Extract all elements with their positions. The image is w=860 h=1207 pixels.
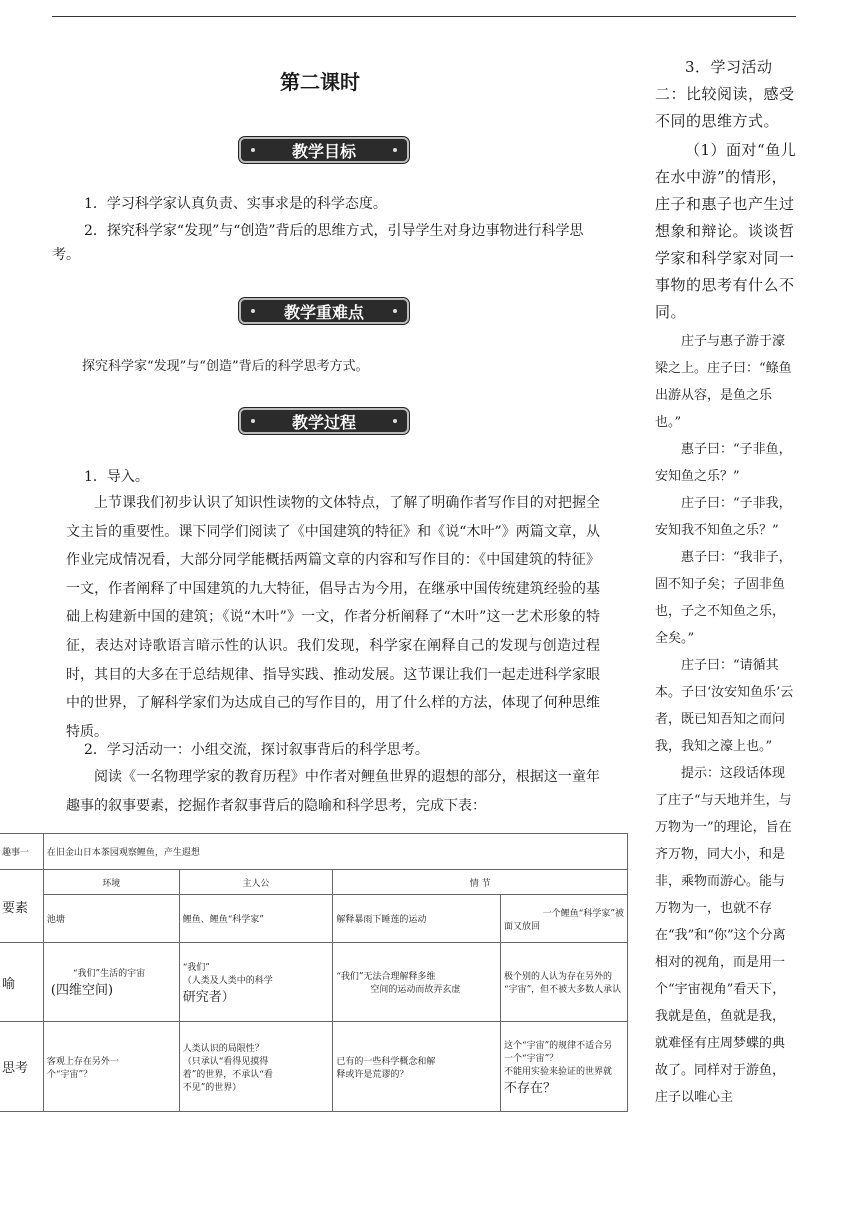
side-paragraph: 惠子曰：“子非鱼，安知鱼之乐？”	[655, 442, 792, 484]
table-cell: 鲤鱼、鲤鱼“科学家”	[179, 895, 333, 943]
table-cell	[500, 943, 627, 1022]
step1-heading: 1．导入。	[84, 469, 149, 485]
table-row	[0, 895, 628, 943]
table-cell: 趣事一	[0, 834, 43, 870]
table-cell: 池塘	[43, 895, 179, 943]
banner-dot-icon	[393, 419, 397, 423]
cell-line: 着”的世界，不承认“看	[182, 1069, 273, 1080]
section-banner-process	[239, 408, 409, 434]
table-cell	[333, 943, 501, 1022]
banner-dot-icon	[251, 419, 255, 423]
table-cell: 环境	[43, 870, 179, 895]
cell-line: “我们”	[182, 962, 210, 973]
cell-line: “我们”生活的宇宙	[72, 969, 146, 979]
section-banner-key	[239, 298, 409, 324]
banner-dot-icon	[393, 148, 397, 152]
step2-body: 阅读《一名物理学家的教育历程》中作者对鲤鱼世界的遐想的部分，根据这一童年趣事的叙事要素，挖掘作者叙事背后的隐喻和科学思考，完成下表：	[66, 769, 600, 814]
goal-2: 2．探究科学家“发现”与“创造”背后的思维方式，引导学生对身边事物进行科学思考。	[52, 223, 584, 263]
table-row	[0, 943, 628, 1022]
cell-line: 一个“宇宙”？	[503, 1053, 559, 1064]
cell-line: （人类及人类中的科学	[182, 975, 273, 986]
table-cell	[179, 943, 333, 1022]
analysis-table	[0, 833, 628, 1112]
page-title: 第二课时	[280, 70, 360, 94]
cell-line: (四维空间)	[50, 983, 114, 998]
table-cell	[333, 1022, 501, 1112]
side-paragraph: 3．学习活动二：比较阅读，感受不同的思维方式。	[655, 58, 795, 130]
cell-line: 不见”的世界）	[182, 1082, 242, 1093]
table-row	[0, 870, 628, 895]
cell-line: “宇宙”，但不被大多数人承认	[503, 985, 622, 995]
step2-heading: 2．学习活动一：小组交流，探讨叙事背后的科学思考。	[84, 742, 429, 758]
table-cell	[43, 943, 179, 1022]
cell-line: “我们”无法合理解释多维	[336, 972, 436, 982]
table-cell: 在旧金山日本茶园观察鲤鱼，产生遐想	[43, 834, 627, 870]
cell-line: 释或许是荒谬的？	[336, 1069, 409, 1080]
banner-label: 教学目标	[291, 141, 356, 161]
banner-dot-icon	[251, 148, 255, 152]
table-cell	[43, 1022, 179, 1112]
side-paragraph: 庄子与惠子游于濠梁之上。庄子曰：“鲦鱼出游从容，是鱼之乐也。”	[655, 334, 792, 430]
side-column	[655, 54, 797, 1111]
banner-label: 教学重难点	[283, 302, 364, 322]
table-cell: 解释暴雨下睡莲的运动	[333, 895, 501, 943]
cell-line: 不能用实验来验证的世界就	[503, 1066, 612, 1077]
side-paragraph: 提示：这段话体现了庄子“与天地并生，与万物为一”的理论，旨在齐万物，同大小，和是非，乘物而游心。能与万物为一，也就不存在“我”和“你”这个分离相对的视角，而是用一个“宇宙视角”看天下，我就是鱼，鱼就是我，就难怪有庄周梦蝶的典故了。同样对于游鱼，庄子以唯心主	[655, 766, 792, 1105]
table-cell	[500, 1022, 627, 1112]
step1-body: 上节课我们初步认识了知识性读物的文体特点，了解了明确作者写作目的对把握全文主旨的重要性。课下同学们阅读了《中国建筑的特征》和《说“木叶”》两篇文章，从作业完成情况看，大部分同学能概括两篇文章的内容和写作目的：《中国建筑的特征》一文，作者阐释了中国建筑的九大特征，倡导古为今用，在继承中国传统建筑经验的基础上构建新中国的建筑；《说“木叶”》一文，作者分析阐释了“木叶”这一艺术形象的特征，表达对诗歌语言暗示性的认识。我们发现，科学家在阐释自己的发现与创造过程时，其目的大多在于总结规律、指导实践、推动发展。这节课让我们一起走进科学家眼中的世界，了解科学家们为达成自己的写作目的，用了什么样的方法，体现了何种思维特质。	[66, 495, 600, 740]
table-cell: 要素	[0, 870, 43, 943]
table-cell	[179, 1022, 333, 1112]
banner-dot-icon	[393, 309, 397, 313]
cell-line: （只承认“看得见摸得	[182, 1056, 269, 1067]
table-row	[0, 834, 628, 870]
banner-label: 教学过程	[291, 412, 356, 432]
cell-line: 极个别的人认为存在另外的	[503, 972, 612, 982]
cell-line: 个“宇宙”？	[46, 1069, 93, 1080]
section-banner-goals	[239, 137, 409, 163]
banner-dot-icon	[251, 309, 255, 313]
side-paragraph: 庄子曰：“子非我，安知我不知鱼之乐？”	[655, 496, 792, 538]
key-point: 探究科学家“发现”与“创造”背后的科学思考方式。	[82, 359, 369, 374]
cell-line: 面又放回	[503, 921, 540, 932]
table-cell: 喻	[0, 943, 43, 1022]
goal-1: 1．学习科学家认真负责、实事求是的科学态度。	[84, 196, 387, 212]
table-cell: 思考	[0, 1022, 43, 1112]
cell-line: 空间的运动而故弄玄虚	[370, 985, 461, 995]
top-rule	[52, 16, 796, 17]
table-cell	[500, 895, 627, 943]
cell-line: 已有的一些科学概念和解	[336, 1056, 436, 1067]
cell-line: 人类认识的局限性？	[182, 1043, 264, 1054]
cell-line: 这个“宇宙”的规律不适合另	[503, 1040, 613, 1051]
side-paragraph: （1）面对“鱼儿在水中游”的情形，庄子和惠子也产生过想象和辩论。谈谈哲学家和科学家对同一事物的思考有什么不同。	[655, 141, 797, 321]
table-row	[0, 1022, 628, 1112]
cell-line: 一个鲤鱼“科学家”被	[542, 908, 624, 919]
table-cell: 主人公	[179, 870, 333, 895]
cell-line: 研究者）	[182, 989, 235, 1005]
side-paragraph: 惠子曰：“我非子，固不知子矣；子固非鱼也，子之不知鱼之乐，全矣。”	[655, 550, 792, 646]
side-paragraph: 庄子曰：“请循其本。子曰‘汝安知鱼乐’云者，既已知吾知之而问我，我知之濠上也。”	[655, 658, 794, 754]
table-cell: 情 节	[333, 870, 628, 895]
cell-line: 客观上存在另外一	[46, 1056, 119, 1067]
cell-line: 不存在？	[503, 1080, 556, 1096]
